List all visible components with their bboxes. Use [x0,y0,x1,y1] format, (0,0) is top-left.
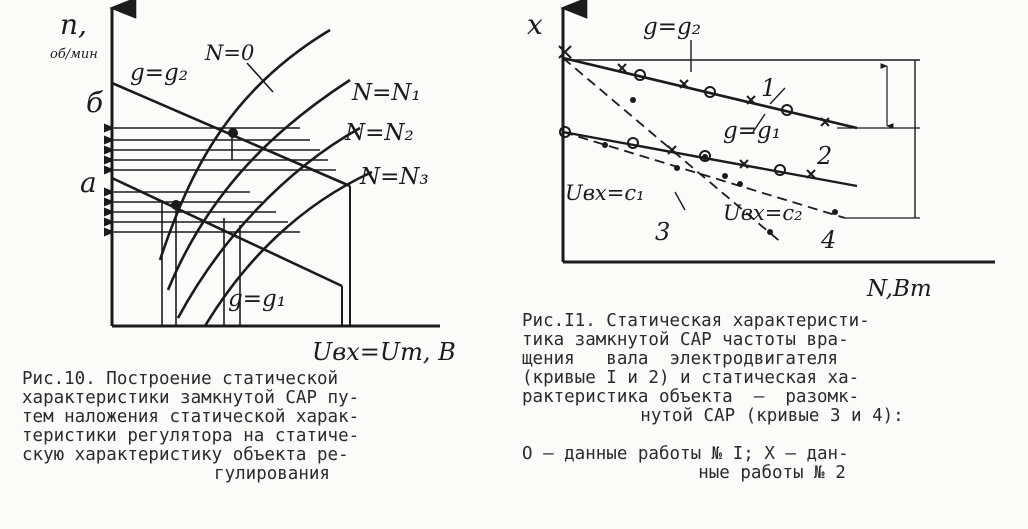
fig10-label-g2: g=g₂ [130,60,188,86]
caption-line: O – данные работы № I; X – дан- [522,444,849,464]
figure-11-caption [522,312,1022,483]
figure-11-diagram [515,0,1025,310]
fig11-label-g2: g=g₂ [643,14,701,40]
caption-line: ные работы № 2 [698,463,846,483]
caption-line: рактеристика объекта – разомк- [522,387,860,407]
figure-10-diagram [0,0,510,368]
fig10-x-axis-label: Uвх=Uт, В [312,338,456,366]
fig11-curve-2-label: 2 [817,142,833,170]
fig10-intersection-lower [171,200,181,210]
fig10-label-g1: g=g₁ [228,286,286,312]
caption-line: характеристики замкнутой САР пу- [22,388,360,408]
caption-line: скую характеристику объекта ре- [22,445,349,465]
caption-line: теристики регулятора на статиче- [22,426,360,446]
fig10-projection-lines [114,128,336,232]
fig10-label-N2: N=N₂ [345,120,414,146]
caption-line: (кривые I и 2) и статическая ха- [522,368,860,388]
fig11-y-axis-label: x [527,8,543,41]
figure-10-caption [22,370,522,484]
fig11-x-axis-label: N,Вт [867,276,932,302]
fig10-y-axis-label: n, [60,8,87,41]
caption-line: Рис.10. Построение статической [22,369,339,389]
fig11-label-g1: g=g₁ [723,118,781,144]
fig10-label-N1: N=N₁ [352,80,421,106]
fig11-markers-dots [602,97,838,235]
caption-line: Рис.I1. Статическая характеристи- [522,311,870,331]
caption-line: нутой САР (кривые 3 и 4): [640,406,904,426]
fig10-point-a: а [80,166,97,199]
fig11-label-uc2: Uвх=c₂ [723,201,803,225]
fig11-curve-4-label: 4 [821,226,837,254]
caption-line: гулирования [214,464,330,484]
fig11-curve-1 [563,58,857,128]
caption-line: тика замкнутой САР частоты вра- [522,330,849,350]
fig11-label-uc1: Uвх=c₁ [565,181,645,205]
fig10-point-b: б [86,86,104,119]
fig11-curve-1-label: 1 [761,74,777,102]
fig10-label-N0: N=0 [205,41,255,65]
fig10-label-N3: N=N₃ [360,164,429,190]
fig10-curve-N1 [168,80,350,290]
caption-line: тем наложения статической харак- [22,407,360,427]
fig11-curve-3-label: 3 [655,218,671,246]
fig10-y-axis-unit: об/мин [50,47,98,62]
caption-line: щения вала электродвигателя [522,349,839,369]
fig10-intersection-upper [228,128,238,138]
caption-line [522,426,1022,445]
